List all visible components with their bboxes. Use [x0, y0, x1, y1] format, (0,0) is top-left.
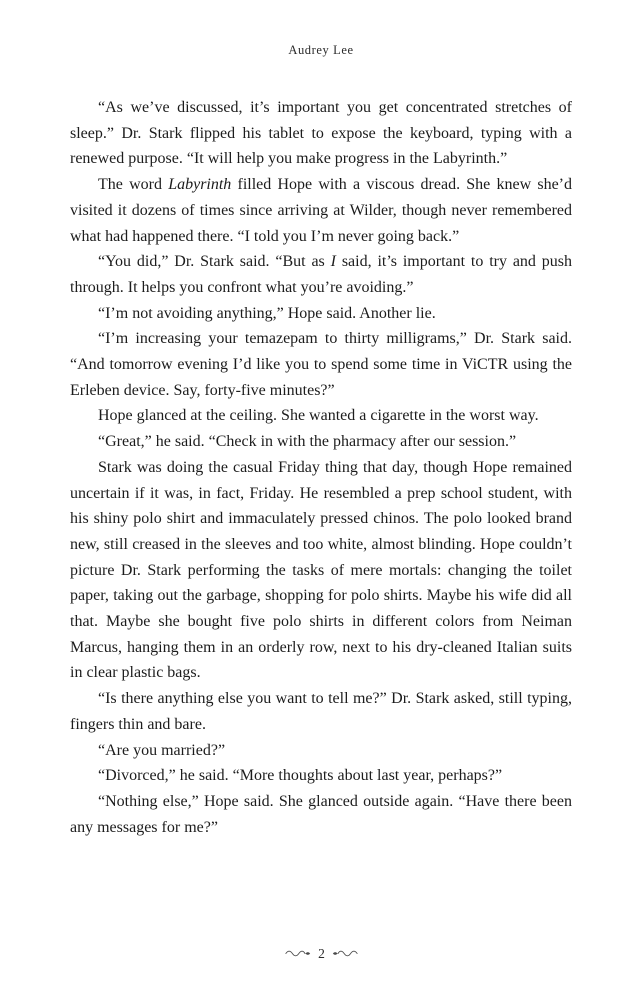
paragraph [70, 403, 572, 429]
paragraph [70, 738, 572, 764]
text-segment: “Great,” he said. “Check in with the pharmacy after our session.” [98, 433, 517, 451]
text-segment: said, it’s important to try and push through. It helps you confront what you’re avoiding.” [70, 253, 573, 296]
paragraph [70, 789, 572, 840]
footer-ornament-right-icon [332, 949, 358, 958]
text-segment: “Is there anything else you want to tell me?” Dr. Stark asked, still typing, fingers thin and bare. [70, 690, 572, 733]
text-segment: Hope glanced at the ceiling. She wanted a cigarette in the worst way. [98, 407, 539, 425]
text-segment: The word [98, 176, 169, 194]
paragraph [70, 686, 572, 737]
text-segment: filled Hope with a viscous dread. She knew she’d visited it dozens of times since arriving at Wilder, though never remembered what had happened there. “I told you I’m never going back.” [70, 176, 573, 245]
text-segment: “I’m increasing your temazepam to thirty milligrams,” Dr. Stark said. “And tomorrow evening I’d like you to spend some time in ViCTR using the Erleben device. Say, forty-five minutes?” [70, 330, 572, 399]
page-number: 2 [318, 945, 325, 961]
paragraph [70, 172, 572, 249]
footer-ornament-left-icon [285, 949, 311, 958]
text-segment: “As we’ve discussed, it’s important you get concentrated stretches of sleep.” Dr. Stark flipped his tablet to expose the keyboard, typing with a renewed purpose. “It will help you make progress in the Labyrinth.” [70, 99, 572, 168]
text-segment: “You did,” Dr. Stark said. “But as [98, 253, 331, 271]
text-segment: I [330, 253, 336, 271]
text-segment: Labyrinth [168, 176, 232, 194]
text-segment: “I’m not avoiding anything,” Hope said. Another lie. [98, 304, 436, 322]
text-segment: “Nothing else,” Hope said. She glanced outside again. “Have there been any messages for me?” [70, 792, 572, 836]
paragraph [70, 455, 572, 686]
text-segment: Stark was doing the casual Friday thing that day, though Hope remained uncertain if it was, in fact, Friday. He resembled a prep school student, with his shiny polo shirt and immaculately pressed chinos. The polo looked brand new, still creased in the sleeves and too white, almost blinding. Hope couldn’t picture Dr. Stark performing the tasks of mere mortals: changing the toilet paper, taking out the garbage, shopping for polo shirts. Maybe his wife did all that. Maybe she bought five polo shirts in different colors from Neiman Marcus, hanging them in an orderly row, next to his dry-cleaned Italian suits in clear plastic bags. [70, 458, 572, 682]
text-segment: “Divorced,” he said. “More thoughts about last year, perhaps?” [98, 767, 503, 785]
paragraph [70, 301, 572, 327]
body-text [70, 95, 572, 840]
paragraph [70, 249, 572, 300]
running-header: Audrey Lee [288, 43, 354, 57]
paragraph [70, 326, 572, 403]
page-footer [0, 947, 643, 961]
paragraph [70, 429, 572, 455]
text-segment: “Are you married?” [98, 741, 226, 759]
paragraph [70, 95, 572, 172]
paragraph [70, 763, 572, 789]
